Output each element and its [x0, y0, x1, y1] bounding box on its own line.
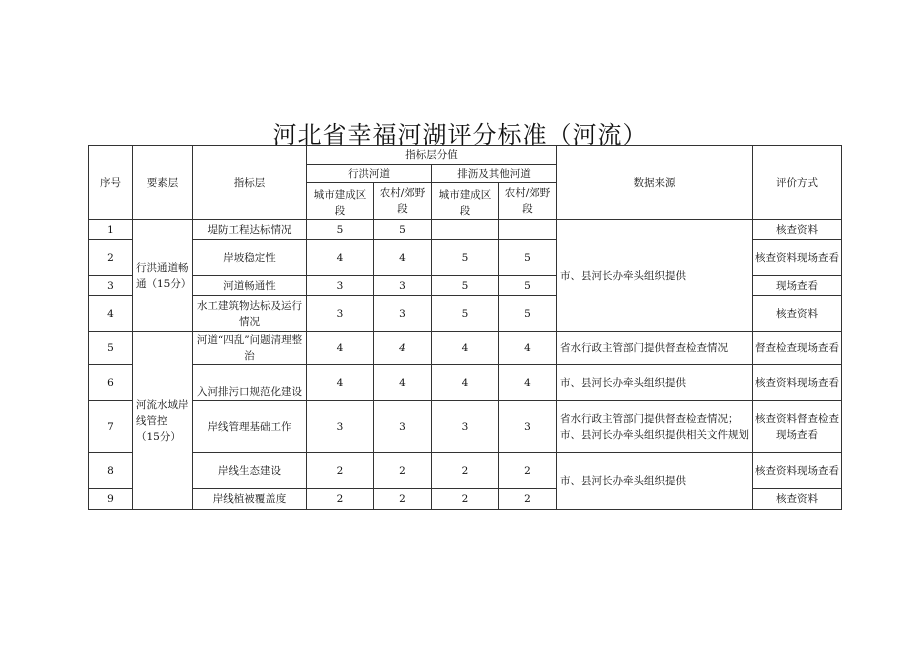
row-score: 4 [307, 365, 374, 401]
row-method: 核查资料 [753, 296, 842, 332]
header-seq: 序号 [89, 146, 133, 220]
row-score: 3 [374, 276, 432, 296]
row-seq: 6 [89, 365, 133, 401]
row-source: 省水行政主管部门提供督查检查情况；市、县河长办牵头组织提供相关文件规划 [557, 401, 753, 453]
header-method: 评价方式 [753, 146, 842, 220]
table-row [89, 332, 842, 365]
row-indicator: 入河排污口规范化建设 [193, 365, 307, 401]
row-method: 核查资料 [753, 220, 842, 240]
header-flood-channel: 行洪河道 [307, 165, 432, 183]
row-method: 现场查看 [753, 276, 842, 296]
row-score [499, 220, 557, 240]
group-flood-passage: 行洪通道畅通（15分） [133, 220, 193, 332]
row-score: 3 [374, 296, 432, 332]
row-score: 2 [307, 453, 374, 489]
row-indicator: 河道畅通性 [193, 276, 307, 296]
row-score: 3 [307, 401, 374, 453]
row-score [432, 220, 499, 240]
row-indicator: 岸线植被覆盖度 [193, 489, 307, 510]
row-indicator: 水工建筑物达标及运行情况 [193, 296, 307, 332]
row-score: 5 [374, 220, 432, 240]
header-rural-b: 农村/郊野段 [499, 183, 557, 220]
row-score: 4 [432, 332, 499, 365]
page-title: 河北省幸福河湖评分标准（河流） [272, 121, 648, 149]
row-score: 4 [374, 240, 432, 276]
row-score: 4 [374, 332, 432, 365]
row-score: 3 [499, 401, 557, 453]
row-seq: 4 [89, 296, 133, 332]
row-score: 5 [307, 220, 374, 240]
row-score: 4 [374, 365, 432, 401]
row-score: 2 [374, 489, 432, 510]
row-indicator: 河道“四乱”问题清理整治 [193, 332, 307, 365]
row-score: 4 [307, 332, 374, 365]
row-score: 3 [307, 296, 374, 332]
group-shoreline-control: 河流水域岸线管控（15分） [133, 332, 193, 510]
row-score: 5 [499, 276, 557, 296]
row-seq: 1 [89, 220, 133, 240]
row-method: 核查资料现场查看 [753, 453, 842, 489]
header-element: 要素层 [133, 146, 193, 220]
row-method: 核查资料 [753, 489, 842, 510]
header-drainage-other: 排沥及其他河道 [432, 165, 557, 183]
row-source: 省水行政主管部门提供督查检查情况 [557, 332, 753, 365]
row-score: 2 [307, 489, 374, 510]
row-indicator: 岸线生态建设 [193, 453, 307, 489]
table-row [89, 365, 842, 401]
row-score: 4 [499, 332, 557, 365]
row-score: 5 [499, 296, 557, 332]
row-score: 2 [432, 453, 499, 489]
row-method: 督查检查现场查看 [753, 332, 842, 365]
row-seq: 8 [89, 453, 133, 489]
table-row [89, 453, 842, 489]
row-seq: 9 [89, 489, 133, 510]
row-source: 市、县河长办牵头组织提供 [557, 453, 753, 510]
header-urban-a: 城市建成区段 [307, 183, 374, 220]
row-indicator: 岸线管理基础工作 [193, 401, 307, 453]
row-score: 4 [432, 365, 499, 401]
row-score: 4 [307, 240, 374, 276]
table-row [89, 220, 842, 240]
row-indicator: 堤防工程达标情况 [193, 220, 307, 240]
row-indicator: 岸坡稳定性 [193, 240, 307, 276]
row-score: 5 [432, 276, 499, 296]
row-score: 2 [499, 489, 557, 510]
row-score: 2 [374, 453, 432, 489]
row-method: 核查资料督查检查现场查看 [753, 401, 842, 453]
header-source: 数据来源 [557, 146, 753, 220]
row-score: 3 [432, 401, 499, 453]
header-score-group: 指标层分值 [307, 146, 557, 165]
row-score: 3 [374, 401, 432, 453]
row-score: 4 [499, 365, 557, 401]
row-score: 2 [432, 489, 499, 510]
row-seq: 2 [89, 240, 133, 276]
row-seq: 7 [89, 401, 133, 453]
header-indicator: 指标层 [193, 146, 307, 220]
row-score: 3 [307, 276, 374, 296]
row-score: 2 [499, 453, 557, 489]
row-source: 市、县河长办牵头组织提供 [557, 365, 753, 401]
row-source: 市、县河长办牵头组织提供 [557, 220, 753, 332]
row-method: 核查资料现场查看 [753, 240, 842, 276]
row-seq: 3 [89, 276, 133, 296]
header-rural-a: 农村/郊野段 [374, 183, 432, 220]
scoring-table [88, 145, 842, 510]
row-score: 5 [499, 240, 557, 276]
table-row [89, 401, 842, 453]
header-urban-b: 城市建成区段 [432, 183, 499, 220]
row-score: 5 [432, 296, 499, 332]
row-score: 5 [432, 240, 499, 276]
row-method: 核查资料现场查看 [753, 365, 842, 401]
row-seq: 5 [89, 332, 133, 365]
